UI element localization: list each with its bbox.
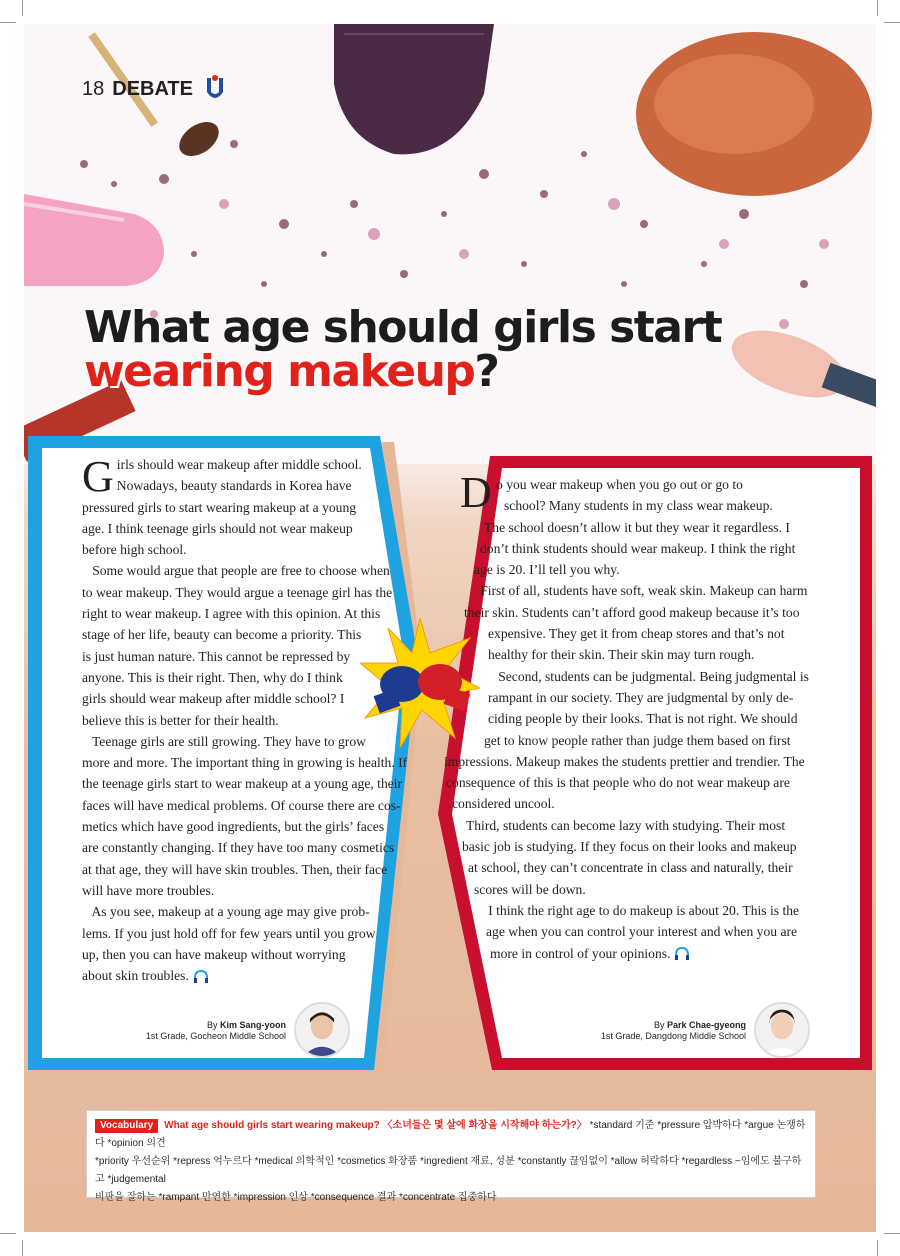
body-line: about skin troubles. <box>82 968 189 984</box>
author-line <box>600 1020 746 1031</box>
body-line: pressured girls to start wearing makeup at a young <box>82 499 357 515</box>
body-line-last <box>82 965 402 986</box>
body-line: lems. If you just hold off for few years until you grow <box>82 925 376 941</box>
body-line: at that age, they will have skin troubles. Then, their face <box>82 861 388 877</box>
title-line-1: What age should girls start <box>84 302 722 353</box>
title-line-2: wearing makeup <box>84 346 475 397</box>
vocabulary-question: What age should girls start wearing makeup? 〈소녀들은 몇 살에 화장을 시작해야 하는가?〉 <box>164 1120 587 1131</box>
body-line: Third, students can become lazy with studying. Their most <box>456 817 786 833</box>
crop-mark <box>0 22 16 23</box>
body-line: irls should wear makeup after middle school. <box>116 457 362 472</box>
vocab-line-2: *priority 우선순위 *repress 억누르다 *medical 의학적인 *cosmetics 화장품 *ingredient 재료, 성분 *constantly 끊임없이 *allow 허락하다 *regardless ~임에도 불구하고 *judgemental <box>95 1156 802 1185</box>
author-line <box>144 1020 286 1031</box>
body-line: stage of her life, beauty can become a priority. This <box>82 627 362 643</box>
body-line: As you see, makeup at a young age may give prob- <box>82 904 370 920</box>
left-byline <box>144 1020 286 1042</box>
body-line: up, then you can have makeup without worrying <box>82 946 346 962</box>
crop-mark <box>884 22 900 23</box>
vocab-line-1 <box>95 1117 807 1153</box>
body-line: age when you can control your interest and when you are <box>486 924 798 940</box>
body-line: before high school. <box>82 542 187 558</box>
body-line: believe this is better for their health. <box>82 712 279 728</box>
body-line: healthy for their skin. Their skin may turn rough. <box>488 647 755 663</box>
body-line: more in control of your opinions. <box>490 945 671 961</box>
body-line: The school doesn’t allow it but they wear it regardless. I <box>484 519 790 535</box>
body-line: Nowadays, beauty standards in Korea have <box>116 478 352 494</box>
crop-mark <box>22 0 23 16</box>
body-line-last <box>444 943 814 964</box>
body-line: First of all, students have soft, weak skin. Makeup can harm <box>470 583 808 599</box>
crop-mark <box>22 1240 23 1256</box>
body-line: more and more. The important thing in growing is health. If <box>82 755 408 771</box>
body-line: age. I think teenage girls should not wear makeup <box>82 520 353 536</box>
crop-mark <box>884 1233 900 1234</box>
body-line: age is 20. I’ll tell you why. <box>474 562 620 578</box>
body-line: Teenage girls are still growing. They have to grow <box>82 733 366 749</box>
body-line: metics which have good ingredients, but the girls’ faces <box>82 819 385 835</box>
body-line: considered uncool. <box>452 796 555 812</box>
body-line: get to know people rather than judge them based on first <box>484 732 791 748</box>
body-line: will have more troubles. <box>82 882 215 898</box>
author-school: 1st Grade, Gocheon Middle School <box>145 1031 286 1041</box>
body-line: ciding people by their looks. That is not right. We should <box>488 711 798 727</box>
body-line: their skin. Students can’t afford good makeup because it’s too <box>464 604 800 620</box>
headphone-icon <box>193 970 209 984</box>
crop-mark <box>877 1240 878 1256</box>
body-line: anyone. This is their right. Then, why do I think <box>82 669 343 685</box>
vocab-line-3: 비판을 잘하는 *rampant 만연한 *impression 인상 *consequence 결과 *concentrate 집중하다 <box>95 1192 497 1203</box>
body-line: school? Many students in my class wear makeup. <box>504 498 773 514</box>
byline-prefix: By <box>653 1020 665 1030</box>
body-line: at school, they can’t concentrate in class and naturally, their <box>468 860 793 876</box>
body-line: don’t think students should wear makeup. I think the right <box>480 540 796 556</box>
byline-prefix: By <box>206 1020 218 1030</box>
author-name: Kim Sang-yoon <box>219 1020 286 1030</box>
body-line: consequence of this is that people who do not wear makeup are <box>446 775 790 791</box>
vocabulary-terms: *standard 기준 *pressure 압박하다 *argue 논쟁하다 *opinion 의견 <box>95 1120 806 1149</box>
body-line: girls should wear makeup after middle school? I <box>82 691 345 707</box>
body-line: Some would argue that people are free to choose when <box>82 563 390 579</box>
crop-mark <box>877 0 878 16</box>
body-line: faces will have medical problems. Of course there are cos- <box>82 797 401 813</box>
vocabulary-box <box>86 1110 816 1203</box>
body-line: scores will be down. <box>474 881 586 897</box>
section-label: DEBATE <box>112 77 193 100</box>
left-argument <box>82 452 408 986</box>
body-line: Second, students can be judgmental. Being judgmental is <box>488 668 809 684</box>
body-line: basic job is studying. If they focus on their looks and makeup <box>462 839 797 855</box>
right-byline <box>600 1020 746 1042</box>
body-line: the teenage girls start to wear makeup at a young age, their <box>82 776 403 792</box>
right-argument <box>444 468 814 964</box>
body-line: impressions. Makeup makes the students prettier and trendier. The <box>444 753 805 769</box>
body-line: are constantly changing. If they have too many cosmetics <box>82 840 395 856</box>
headphone-icon <box>674 947 690 961</box>
drop-cap: G <box>82 452 114 501</box>
author-name: Park Chae-gyeong <box>666 1020 746 1030</box>
page-number: 18 <box>82 77 105 100</box>
body-line: I think the right age to do makeup is about 20. This is the <box>478 902 800 918</box>
avatar <box>754 1002 810 1058</box>
crop-mark <box>0 1233 16 1234</box>
body-line: o you wear makeup when you go out or go to <box>496 477 743 492</box>
author-school: 1st Grade, Dangdong Middle School <box>600 1031 746 1041</box>
body-line: expensive. They get it from cheap stores and that’s not <box>488 626 785 642</box>
body-line: to wear makeup. They would argue a teenage girl has the <box>82 584 393 600</box>
vocabulary-tag: Vocabulary <box>95 1119 158 1133</box>
title-question-mark: ? <box>474 346 499 397</box>
body-line: is just human nature. This cannot be repressed by <box>82 648 351 664</box>
body-line: right to wear makeup. I agree with this opinion. At this <box>82 606 381 622</box>
body-line: rampant in our society. They are judgmental by only de- <box>488 689 794 705</box>
magazine-page <box>24 24 876 1232</box>
avatar <box>294 1002 350 1058</box>
drop-cap: D <box>460 468 492 517</box>
